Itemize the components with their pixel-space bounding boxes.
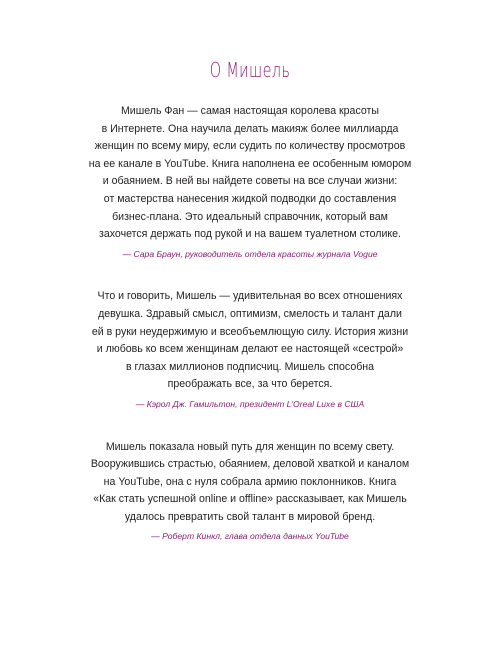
page-title: О Мишель [209, 58, 291, 82]
quote-line: захочется держать под рукой и на вашем туалетном столике. [99, 228, 401, 241]
quote-line: Вооружившись страстью, обаянием, деловой хваткой и каналом [90, 458, 410, 471]
quote-3 [60, 439, 440, 547]
quote-2 [60, 288, 440, 413]
quote-line: Мишель Фан — самая настоящая королева красоты [120, 105, 379, 117]
quote-attribution: — Роберт Кинкл, глава отдела данных YouTube [151, 531, 349, 542]
quote-line: девушка. Здравый смысл, оптимизм, смелость и талант дали [98, 307, 402, 320]
quote-line: бизнес-плана. Это идеальный справочник, который вам [112, 210, 388, 223]
quote-text [60, 439, 440, 527]
quote-text [60, 103, 440, 244]
quote-line: ей в руки неудержимую и всеобъемлющую силу. История жизни [91, 325, 409, 338]
quote-line: в глазах миллионов подписчиц. Мишель способна [125, 360, 375, 373]
quote-1 [60, 103, 440, 263]
quote-line: на ее канале в YouTube. Книга наполнена ее особенным юмором [88, 157, 412, 170]
quote-line: на YouTube, она с нуля собрала армию поклонников. Книга [103, 475, 397, 488]
quote-line: Что и говорить, Мишель — удивительная во всех отношениях [97, 290, 403, 303]
quote-attribution: — Кэрол Дж. Гамильтон, президент L'Oreal Luxe в США [135, 398, 365, 409]
quote-line: преображать все, за что берется. [167, 378, 333, 391]
quote-line: Мишель показала новый путь для женщин по всему свету. [105, 440, 395, 453]
quote-text [60, 288, 440, 394]
quote-line: и любовь ко всем женщинам делают ее настоящей «сестрой» [96, 343, 404, 356]
quotes-block [60, 103, 440, 546]
quote-line: «Как стать успешной online и offline» рассказывает, как Мишель [93, 493, 407, 506]
quote-line: удалось превратить свой талант в мировой бренд. [124, 510, 376, 523]
quote-line: и обаянием. В ней вы найдете советы на все случаи жизни: [102, 175, 398, 188]
quote-line: от мастерства нанесения жидкой подводки до составления [103, 192, 397, 205]
quote-line: женщин по всему миру, если судить по количеству просмотров [94, 140, 406, 153]
quote-line: в Интернете. Она научила делать макияж более миллиарда [101, 122, 399, 135]
quote-attribution: — Сара Браун, руководитель отдела красоты журнала Vogue [122, 248, 378, 259]
